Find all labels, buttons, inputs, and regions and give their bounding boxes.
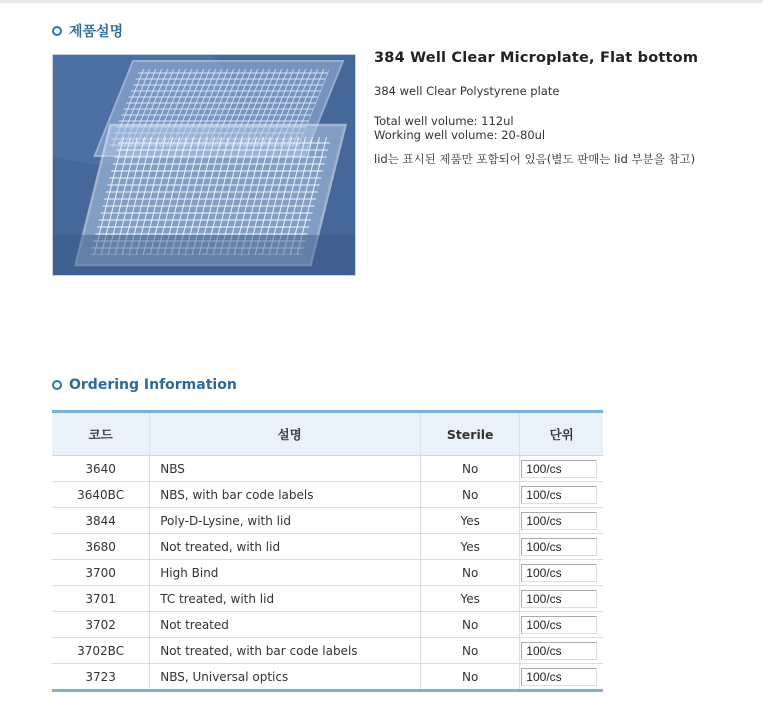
ordering-section-label: Ordering Information <box>69 377 237 393</box>
cell-sterile: No <box>421 664 520 691</box>
cell-code: 3680 <box>52 534 150 560</box>
top-divider <box>0 0 763 3</box>
cell-sterile: No <box>421 612 520 638</box>
header-sterile: Sterile <box>421 412 520 456</box>
product-total-volume: Total well volume: 112ul <box>374 114 514 128</box>
cell-description: Not treated <box>150 612 421 638</box>
cell-description: Poly-D-Lysine, with lid <box>150 508 421 534</box>
section-title-product <box>52 21 123 41</box>
cell-code: 3844 <box>52 508 150 534</box>
table-row <box>52 586 603 612</box>
cell-description: NBS, with bar code labels <box>150 482 421 508</box>
table-row <box>52 664 603 691</box>
cell-sterile: Yes <box>421 534 520 560</box>
table-row <box>52 456 603 482</box>
unit-input[interactable] <box>521 564 597 582</box>
unit-input[interactable] <box>521 616 597 634</box>
header-code: 코드 <box>52 412 150 456</box>
unit-input[interactable] <box>521 460 597 478</box>
unit-input[interactable] <box>521 590 597 608</box>
cell-sterile: No <box>421 638 520 664</box>
table-row <box>52 508 603 534</box>
header-description: 설명 <box>150 412 421 456</box>
unit-input[interactable] <box>521 486 597 504</box>
unit-input[interactable] <box>521 538 597 556</box>
cell-code: 3700 <box>52 560 150 586</box>
cell-code: 3702 <box>52 612 150 638</box>
cell-unit <box>520 534 603 560</box>
cell-sterile: Yes <box>421 508 520 534</box>
cell-code: 3701 <box>52 586 150 612</box>
product-working-volume: Working well volume: 20-80ul <box>374 128 546 142</box>
cell-sterile: No <box>421 560 520 586</box>
product-info <box>374 50 754 166</box>
cell-description: High Bind <box>150 560 421 586</box>
cell-code: 3723 <box>52 664 150 691</box>
cell-unit <box>520 664 603 691</box>
product-lid-note: lid는 표시된 제품만 포함되어 있음(별도 판매는 lid 부분을 참고) <box>374 152 696 166</box>
section-title-ordering <box>52 377 237 393</box>
cell-code: 3640 <box>52 456 150 482</box>
bullet-circle-icon <box>52 26 62 36</box>
table-row <box>52 612 603 638</box>
cell-description: NBS <box>150 456 421 482</box>
table-row <box>52 482 603 508</box>
microplate-image <box>53 55 355 275</box>
product-section-label: 제품설명 <box>69 24 124 40</box>
cell-description: TC treated, with lid <box>150 586 421 612</box>
cell-code: 3640BC <box>52 482 150 508</box>
unit-input[interactable] <box>521 512 597 530</box>
product-material: 384 well Clear Polystyrene plate <box>374 84 560 98</box>
table-row <box>52 638 603 664</box>
unit-input[interactable] <box>521 668 597 686</box>
table-body <box>52 456 603 691</box>
table-row <box>52 534 603 560</box>
product-photo <box>52 54 356 276</box>
cell-description: NBS, Universal optics <box>150 664 421 691</box>
cell-description: Not treated, with lid <box>150 534 421 560</box>
cell-unit <box>520 612 603 638</box>
cell-unit <box>520 482 603 508</box>
cell-code: 3702BC <box>52 638 150 664</box>
cell-sterile: Yes <box>421 586 520 612</box>
table-row <box>52 560 603 586</box>
cell-sterile: No <box>421 482 520 508</box>
cell-unit <box>520 508 603 534</box>
cell-unit <box>520 638 603 664</box>
product-heading: 384 Well Clear Microplate, Flat bottom <box>374 50 699 66</box>
cell-unit <box>520 560 603 586</box>
ordering-table <box>52 410 603 692</box>
header-unit: 단위 <box>520 412 603 456</box>
cell-description: Not treated, with bar code labels <box>150 638 421 664</box>
table-header-row <box>52 412 603 456</box>
unit-input[interactable] <box>521 642 597 660</box>
bullet-circle-icon <box>52 380 62 390</box>
cell-unit <box>520 586 603 612</box>
cell-sterile: No <box>421 456 520 482</box>
cell-unit <box>520 456 603 482</box>
